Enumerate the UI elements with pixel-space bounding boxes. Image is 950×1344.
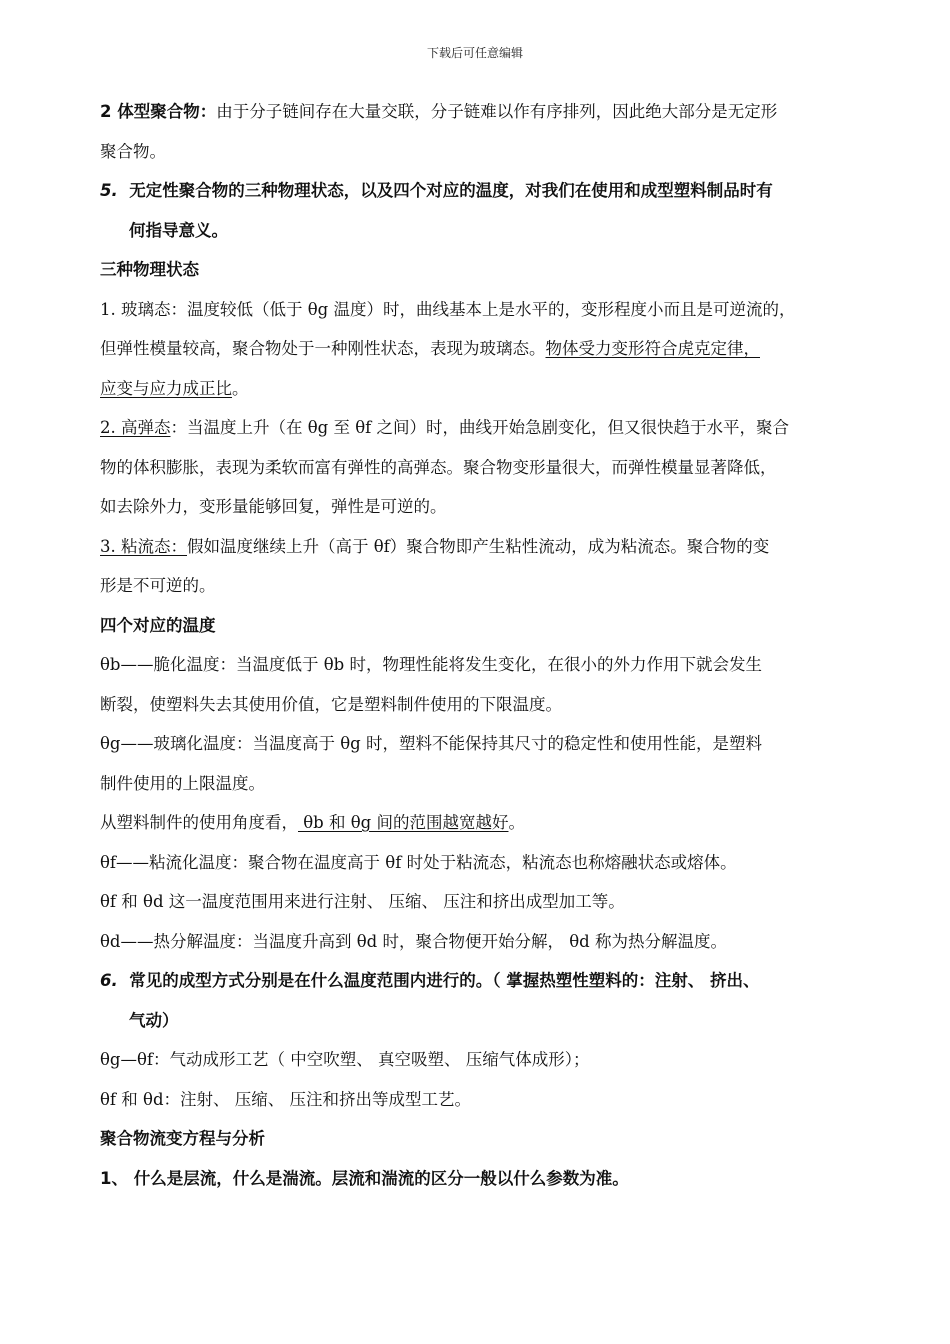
network-polymer-label: 2 体型聚合物： xyxy=(100,102,217,121)
elastic-state-label: 2. 高弹态 xyxy=(100,418,171,437)
brittle-temp-line2: 断裂，使塑料失去其使用价值，它是塑料制件使用的下限温度。 xyxy=(100,694,562,714)
question-6-line2: 气动） xyxy=(129,1010,179,1030)
glass-temp-line2: 制件使用的上限温度。 xyxy=(100,773,265,793)
glass-state-line2 xyxy=(100,329,880,369)
processing-range-line: θf 和 θd 这一温度范围用来进行注射、 压缩、 压注和挤出成型加工等。 xyxy=(100,892,625,911)
usage-range-line xyxy=(100,803,880,843)
viscous-state-text: 假如温度继续上升（高于 θf）聚合物即产生粘性流动，成为粘流态。聚合物的变 xyxy=(187,536,770,556)
elastic-state-text: ：当温度上升（在 θg 至 θf 之间）时，曲线开始急剧变化，但又很快趋于水平，聚合 xyxy=(170,418,790,437)
pneumatic-forming-line: θg—θf：气动成形工艺（ 中空吹塑、 真空吸塑、 压缩气体成形）； xyxy=(100,1050,590,1069)
page-header: 下载后可任意编辑 xyxy=(426,46,523,60)
laminar-turbulent-question: 1、 什么是层流，什么是湍流。层流和湍流的区分一般以什么参数为准。 xyxy=(100,1168,629,1188)
usage-range-underline: θb 和 θg 间的范围越宽越好 xyxy=(298,813,509,832)
injection-forming-line: θf 和 θd：注射、 压缩、 压注和挤出等成型工艺。 xyxy=(100,1089,472,1109)
glass-state-line3 xyxy=(100,369,880,409)
viscous-state-label: 3. 粘流态： xyxy=(100,536,187,556)
question-5-line2: 何指导意义。 xyxy=(129,220,228,240)
viscous-state-line2: 形是不可逆的。 xyxy=(100,576,216,595)
strain-stress-underline: 应变与应力成正比 xyxy=(100,378,232,398)
question-6-text: 常见的成型方式分别是在什么温度范围内进行的。（ 掌握热塑性塑料的：注射、 挤出、 xyxy=(129,971,760,990)
states-heading: 三种物理状态 xyxy=(100,260,199,279)
elastic-state-line1 xyxy=(100,408,880,448)
question-6-line1 xyxy=(100,961,880,1001)
usage-range-text: 从塑料制件的使用角度看， xyxy=(100,813,298,832)
usage-range-period: 。 xyxy=(508,813,525,832)
glass-state-period: 。 xyxy=(232,378,249,398)
glass-state-line1: 1. 玻璃态：温度较低（低于 θg 温度）时，曲线基本上是水平的，变形程度小而且是可逆流的， xyxy=(100,299,796,319)
network-polymer-cont: 聚合物。 xyxy=(100,141,166,161)
flow-temp-line: θf——粘流化温度：聚合物在温度高于 θf 时处于粘流态，粘流态也称熔融状态或熔体。 xyxy=(100,852,737,872)
viscous-state-line1 xyxy=(100,527,880,567)
elastic-state-line3: 如去除外力，变形量能够回复，弹性是可逆的。 xyxy=(100,497,447,516)
question-5-line1 xyxy=(100,171,880,211)
question-6-number: 6. xyxy=(100,971,118,990)
elastic-state-line2: 物的体积膨胀，表现为柔软而富有弹性的高弹态。聚合物变形量很大，而弹性模量显著降低， xyxy=(100,457,777,477)
network-polymer-text: 由于分子链间存在大量交联，分子链难以作有序排列，因此绝大部分是无定形 xyxy=(216,102,778,121)
brittle-temp-line1: θb——脆化温度：当温度低于 θb 时，物理性能将发生变化，在很小的外力作用下就会发生 xyxy=(100,655,762,674)
glass-temp-line1: θg——玻璃化温度：当温度高于 θg 时，塑料不能保持其尺寸的稳定性和使用性能，是塑料 xyxy=(100,734,762,753)
decomposition-temp-line: θd——热分解温度：当温度升高到 θd 时，聚合物便开始分解， θd 称为热分解温度。 xyxy=(100,931,727,951)
question-5-number: 5. xyxy=(100,181,118,200)
document-body xyxy=(100,92,880,1198)
rheology-heading: 聚合物流变方程与分析 xyxy=(100,1129,265,1148)
hooke-law-underline: 物体受力变形符合虎克定律， xyxy=(545,339,760,358)
question-5-text: 无定性聚合物的三种物理状态，以及四个对应的温度，对我们在使用和成型塑料制品时有 xyxy=(129,181,773,200)
temps-heading: 四个对应的温度 xyxy=(100,615,216,635)
glass-state-text: 但弹性模量较高，聚合物处于一种刚性状态，表现为玻璃态。 xyxy=(100,339,546,358)
network-polymer-line xyxy=(100,92,880,132)
